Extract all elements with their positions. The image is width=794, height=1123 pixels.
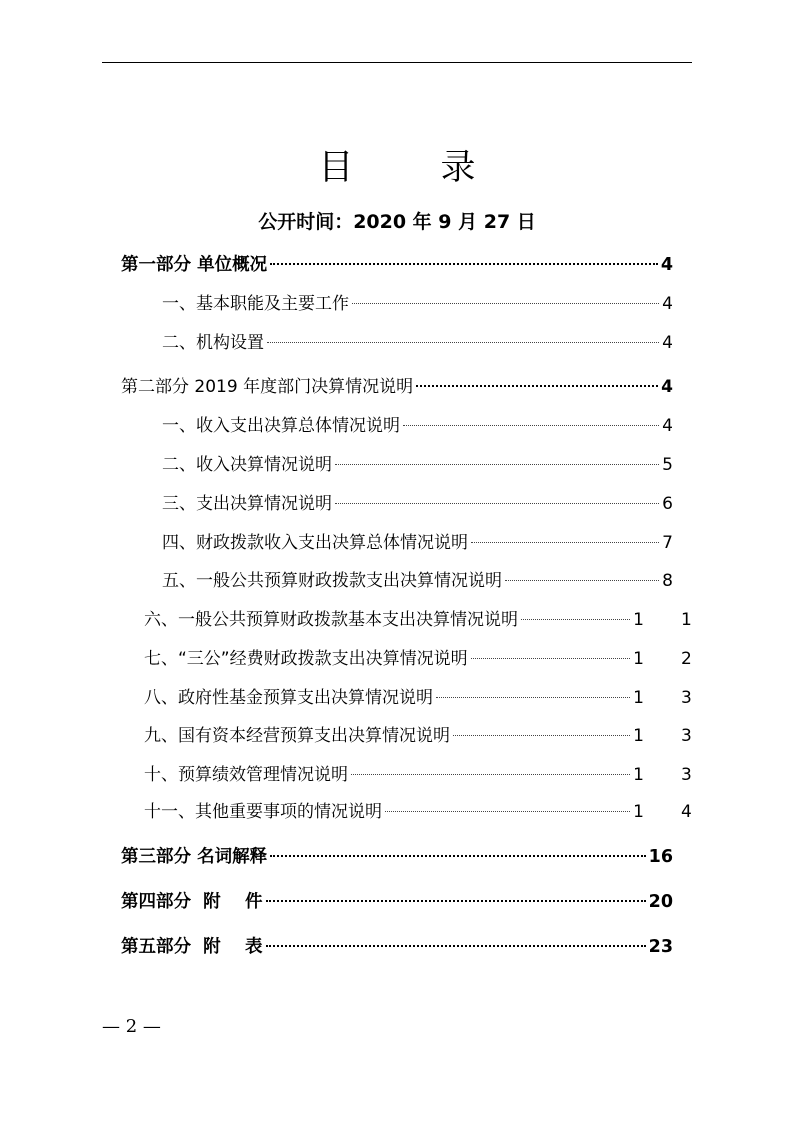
toc-entry-page-a: 1 — [633, 765, 644, 785]
toc-entry-page-b: 3 — [681, 688, 692, 708]
toc-entry-label: 四、财政拨款收入支出决算总体情况说明 — [162, 533, 468, 553]
toc-entry-page-b: 3 — [681, 726, 692, 746]
dot-leader — [335, 464, 659, 465]
dot-leader — [266, 945, 646, 947]
toc-entry-label: 一、基本职能及主要工作 — [162, 294, 349, 314]
toc-entry-page-b: 1 — [681, 610, 692, 630]
toc-entry-label: 七、“三公”经费财政拨款支出决算情况说明 — [144, 649, 468, 669]
toc-entry-section[interactable] — [144, 645, 644, 673]
toc-entry-label: 八、政府性基金预算支出决算情况说明 — [144, 688, 433, 708]
toc-entry-label: 二、机构设置 — [162, 333, 264, 353]
dot-leader — [416, 385, 658, 387]
toc-entry-section[interactable] — [144, 761, 644, 789]
toc-entry-part-5[interactable] — [121, 933, 673, 961]
toc-entry-label: 第一部分 单位概况 — [121, 255, 268, 275]
toc-entry-page-b: 3 — [681, 765, 692, 785]
dot-leader — [471, 542, 659, 543]
dot-leader — [270, 855, 646, 857]
toc-entry-label: 五、一般公共预算财政拨款支出决算情况说明 — [162, 571, 502, 591]
toc-entry-section[interactable] — [162, 329, 673, 357]
toc-entry-page: 20 — [648, 892, 673, 912]
toc-entry-label: 九、国有资本经营预算支出决算情况说明 — [144, 726, 450, 746]
toc-entry-page: 4 — [662, 416, 673, 436]
toc-entry-page-b: 2 — [681, 649, 692, 669]
toc-entry-label: 一、收入支出决算总体情况说明 — [162, 416, 400, 436]
toc-entry-section[interactable] — [162, 290, 673, 318]
dot-leader — [505, 580, 659, 581]
toc-entry-page: 5 — [662, 455, 673, 475]
dot-leader — [453, 735, 630, 736]
toc-entry-section[interactable] — [144, 798, 644, 826]
toc-entry-page-b: 4 — [681, 802, 692, 822]
dot-leader — [403, 425, 659, 426]
toc-entry-page: 4 — [662, 294, 673, 314]
toc-title: 目 录 — [318, 148, 514, 188]
toc-entry-label: 六、一般公共预算财政拨款基本支出决算情况说明 — [144, 610, 518, 630]
page-number-footer: — 2 — — [102, 1016, 161, 1037]
toc-entry-page: 6 — [662, 494, 673, 514]
toc-entry-page: 4 — [660, 255, 673, 275]
toc-entry-page: 4 — [661, 377, 673, 397]
toc-entry-section[interactable] — [144, 606, 644, 634]
toc-entry-page: 4 — [662, 333, 673, 353]
dot-leader — [335, 503, 659, 504]
dot-leader — [521, 619, 630, 620]
toc-entry-section[interactable] — [162, 412, 673, 440]
toc-entry-section[interactable] — [162, 451, 673, 479]
dot-leader — [436, 697, 630, 698]
dot-leader — [351, 774, 630, 775]
toc-entry-section[interactable] — [162, 529, 673, 557]
toc-entry-page-a: 1 — [633, 649, 644, 669]
publish-date: 公开时间：2020 年 9 月 27 日 — [258, 211, 536, 233]
toc-entry-part-3[interactable] — [121, 843, 673, 871]
toc-entry-page: 23 — [648, 937, 673, 957]
toc-entry-page: 7 — [662, 533, 673, 553]
toc-entry-page-a: 1 — [633, 726, 644, 746]
toc-entry-page-a: 1 — [633, 802, 644, 822]
toc-entry-label: 第五部分 附 表 — [121, 937, 263, 957]
dot-leader — [352, 303, 659, 304]
toc-entry-label: 三、支出决算情况说明 — [162, 494, 332, 514]
toc-entry-page: 8 — [662, 571, 673, 591]
toc-entry-part-4[interactable] — [121, 888, 673, 916]
toc-entry-label: 第三部分 名词解释 — [121, 847, 268, 867]
toc-entry-section[interactable] — [162, 490, 673, 518]
toc-entry-label: 第四部分 附 件 — [121, 892, 263, 912]
dot-leader — [385, 811, 630, 812]
dot-leader — [266, 900, 646, 902]
toc-entry-section[interactable] — [144, 722, 644, 750]
toc-entry-page-a: 1 — [633, 688, 644, 708]
toc-entry-part-1[interactable] — [121, 251, 673, 279]
toc-entry-section[interactable] — [162, 567, 673, 595]
dot-leader — [270, 263, 658, 265]
toc-entry-section[interactable] — [144, 684, 644, 712]
header-rule — [102, 62, 692, 63]
dot-leader — [267, 342, 659, 343]
toc-entry-label: 十、预算绩效管理情况说明 — [144, 765, 348, 785]
toc-entry-label: 十一、其他重要事项的情况说明 — [144, 802, 382, 822]
toc-entry-label: 二、收入决算情况说明 — [162, 455, 332, 475]
toc-entry-part-2[interactable] — [121, 373, 673, 401]
toc-entry-label: 第二部分 2019 年度部门决算情况说明 — [121, 377, 414, 397]
toc-entry-page: 16 — [648, 847, 673, 867]
toc-entry-page-a: 1 — [633, 610, 644, 630]
dot-leader — [471, 658, 631, 659]
